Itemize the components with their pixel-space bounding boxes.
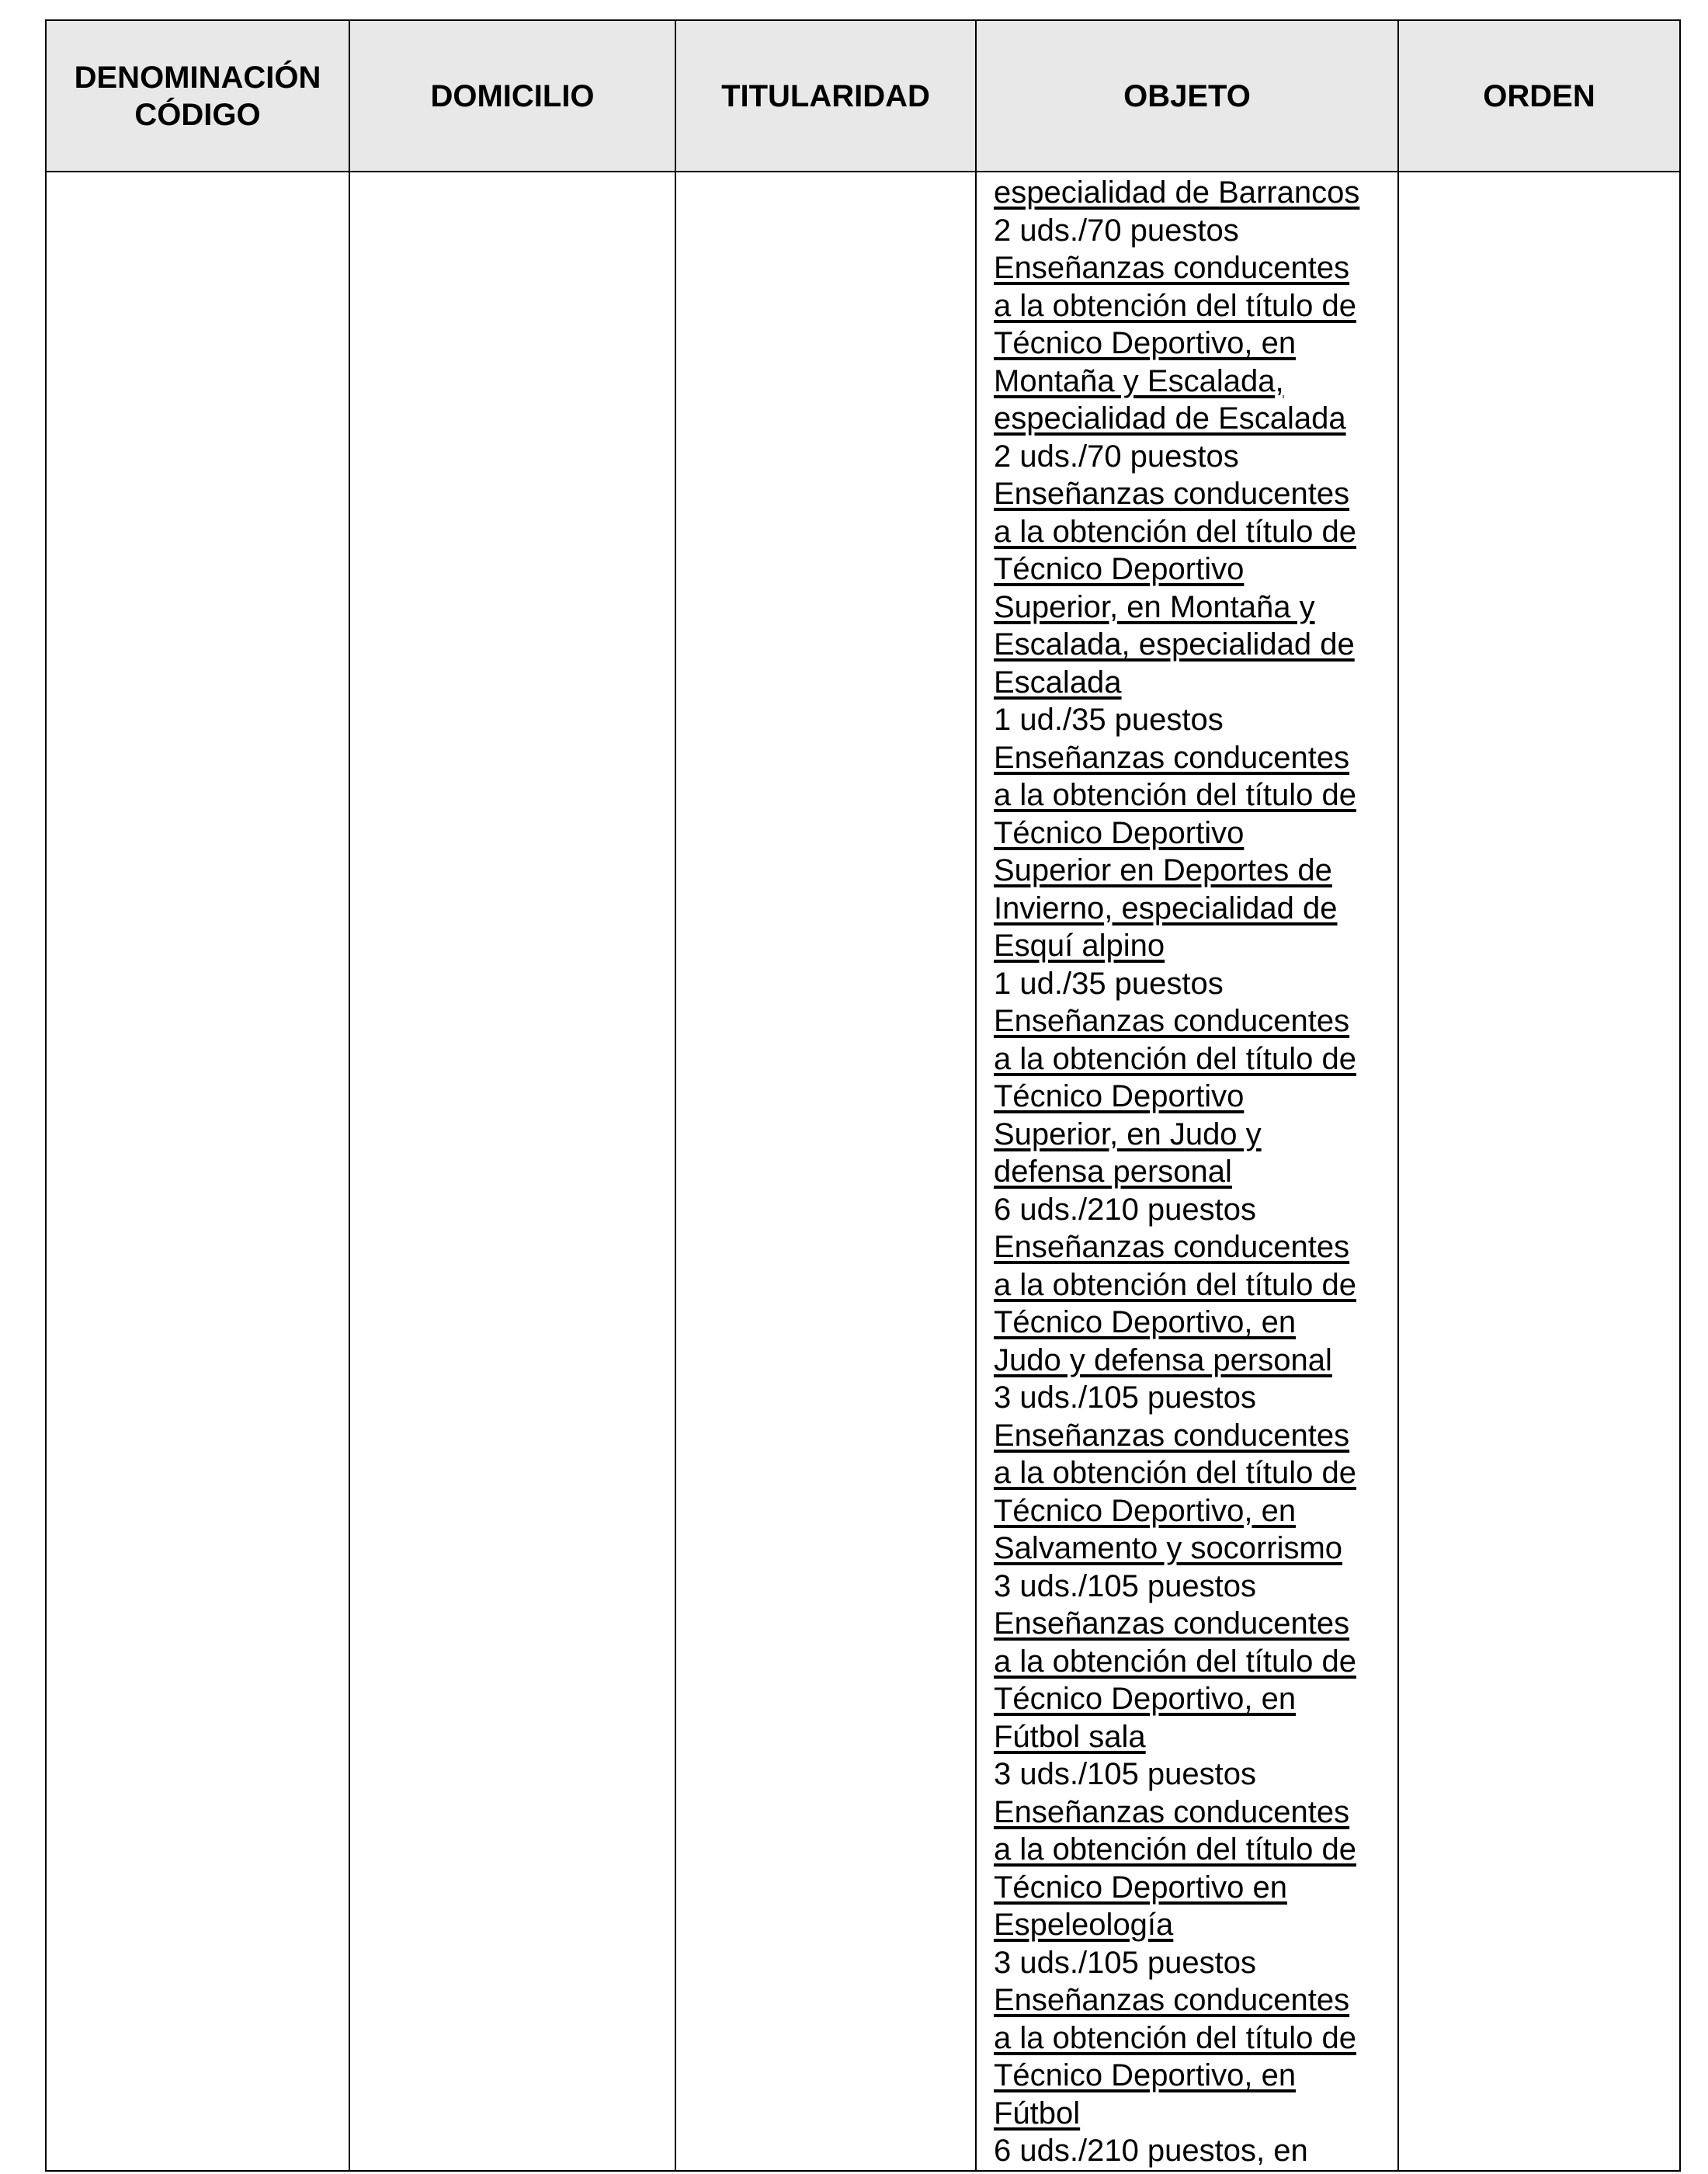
objeto-course-line: Enseñanzas conducentes bbox=[994, 1794, 1350, 1829]
cell-objeto bbox=[976, 172, 1398, 2171]
objeto-course-line: Enseñanzas conducentes bbox=[994, 1004, 1350, 1038]
header-titularidad: TITULARIDAD bbox=[675, 20, 976, 172]
objeto-course-line: especialidad de Escalada bbox=[994, 401, 1346, 436]
header-denominacion: DENOMINACIÓN bbox=[74, 60, 321, 95]
objeto-course-line: Judo y defensa personal bbox=[994, 1342, 1332, 1377]
objeto-list bbox=[994, 172, 1383, 2170]
table-row bbox=[46, 172, 1680, 2171]
objeto-units-line: 3 uds./105 puestos bbox=[994, 1945, 1257, 1980]
objeto-course-line: Enseñanzas conducentes bbox=[994, 1606, 1350, 1641]
objeto-course-line: Escalada, especialidad de bbox=[994, 627, 1355, 662]
objeto-course-line: Enseñanzas conducentes bbox=[994, 1983, 1350, 2017]
objeto-course-line: Enseñanzas conducentes bbox=[994, 477, 1350, 511]
objeto-course-line: defensa personal bbox=[994, 1155, 1232, 1189]
header-objeto: OBJETO bbox=[976, 20, 1398, 172]
objeto-course-line: a la obtención del título de bbox=[994, 514, 1357, 549]
objeto-course-line: a la obtención del título de bbox=[994, 1456, 1357, 1490]
objeto-units-line: 3 uds./105 puestos bbox=[994, 1568, 1257, 1603]
objeto-course-line: a la obtención del título de bbox=[994, 288, 1357, 323]
objeto-course-line: Enseñanzas conducentes bbox=[994, 1418, 1350, 1453]
objeto-units-line: 6 uds./210 puestos bbox=[994, 1192, 1257, 1227]
objeto-units-line: 1 ud./35 puestos bbox=[994, 966, 1224, 1001]
objeto-course-line: Enseñanzas conducentes bbox=[994, 740, 1350, 775]
objeto-course-line: a la obtención del título de bbox=[994, 778, 1357, 812]
objeto-course-line: Técnico Deportivo en bbox=[994, 1870, 1287, 1905]
objeto-course-line: Técnico Deportivo, en bbox=[994, 1682, 1297, 1716]
objeto-course-line: Técnico Deportivo, en bbox=[994, 1305, 1297, 1339]
cell-orden bbox=[1398, 172, 1680, 2171]
objeto-course-line: a la obtención del título de bbox=[994, 1041, 1357, 1076]
cell-denominacion bbox=[46, 172, 349, 2171]
objeto-course-line: Esquí alpino bbox=[994, 929, 1165, 963]
objeto-course-line: Enseñanzas conducentes bbox=[994, 251, 1350, 285]
header-denominacion-codigo bbox=[46, 20, 349, 172]
objeto-units-line: 2 uds./70 puestos bbox=[994, 439, 1239, 474]
objeto-units-line: 3 uds./105 puestos bbox=[994, 1757, 1257, 1791]
objeto-course-line: Espeleología bbox=[994, 1908, 1174, 1942]
objeto-course-line: a la obtención del título de bbox=[994, 1267, 1357, 1302]
objeto-course-line: Fútbol bbox=[994, 2096, 1081, 2131]
cell-titularidad bbox=[675, 172, 976, 2171]
objeto-course-line: a la obtención del título de bbox=[994, 2020, 1357, 2055]
objeto-units-line: 2 uds./70 puestos bbox=[994, 213, 1239, 248]
objeto-units-line: 3 uds./105 puestos bbox=[994, 1380, 1257, 1415]
cell-domicilio bbox=[349, 172, 675, 2171]
objeto-course-line: Fútbol sala bbox=[994, 1719, 1146, 1754]
objeto-course-line: Técnico Deportivo, en bbox=[994, 2058, 1297, 2092]
objeto-course-line: Salvamento y socorrismo bbox=[994, 1531, 1343, 1565]
objeto-course-line: especialidad de Barrancos bbox=[994, 175, 1360, 210]
objeto-course-line: Enseñanzas conducentes bbox=[994, 1230, 1350, 1264]
objeto-course-line: Montaña y Escalada, bbox=[994, 363, 1284, 398]
objeto-course-line: Superior en Deportes de bbox=[994, 853, 1332, 887]
header-orden: ORDEN bbox=[1398, 20, 1680, 172]
objeto-units-line: 6 uds./210 puestos, en bbox=[994, 2134, 1308, 2168]
objeto-course-line: Invierno, especialidad de bbox=[994, 891, 1338, 926]
objeto-course-line: a la obtención del título de bbox=[994, 1832, 1357, 1867]
objeto-units-line: 1 ud./35 puestos bbox=[994, 703, 1224, 737]
objeto-course-line: Técnico Deportivo bbox=[994, 815, 1245, 850]
objeto-course-line: Técnico Deportivo, en bbox=[994, 1493, 1297, 1528]
objeto-course-line: Técnico Deportivo bbox=[994, 1079, 1245, 1113]
header-domicilio: DOMICILIO bbox=[349, 20, 675, 172]
centres-table bbox=[45, 19, 1681, 2172]
objeto-course-line: Técnico Deportivo, en bbox=[994, 326, 1297, 360]
objeto-course-line: a la obtención del título de bbox=[994, 1644, 1357, 1679]
objeto-course-line: Técnico Deportivo bbox=[994, 552, 1245, 586]
objeto-course-line: Superior, en Judo y bbox=[994, 1117, 1262, 1151]
objeto-course-line: Escalada bbox=[994, 665, 1122, 700]
objeto-course-line: Superior, en Montaña y bbox=[994, 589, 1315, 624]
header-codigo: CÓDIGO bbox=[134, 97, 261, 132]
table-header bbox=[46, 20, 1680, 172]
header-row bbox=[46, 20, 1680, 172]
